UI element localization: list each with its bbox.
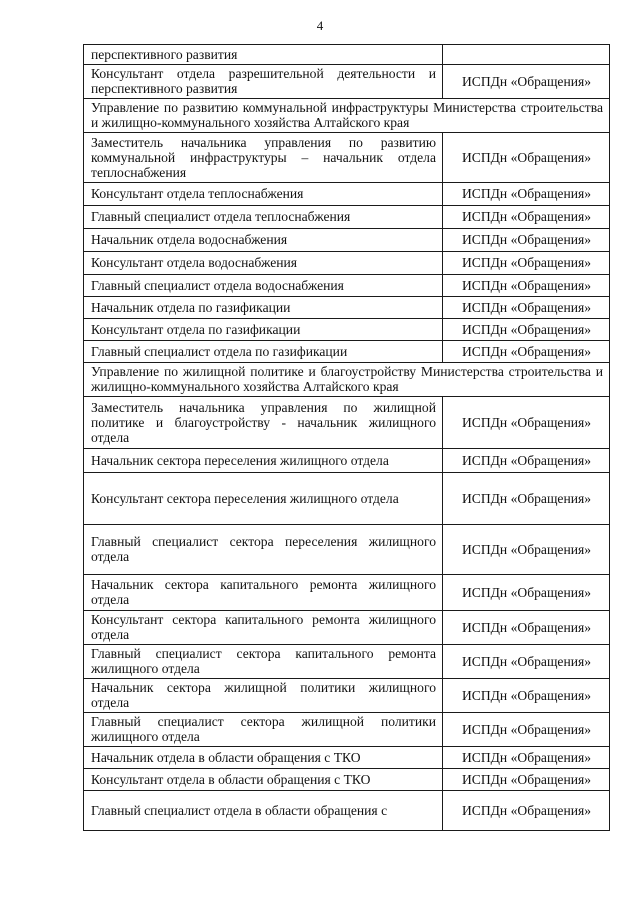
- position-cell: Консультант отдела водоснабжения: [84, 252, 443, 275]
- system-cell: ИСПДн «Обращения»: [443, 297, 610, 319]
- position-cell: Консультант отдела в области обращения с ТКО: [84, 769, 443, 791]
- position-cell: Главный специалист сектора капитального ремонта жилищного отдела: [84, 645, 443, 679]
- position-cell: Главный специалист сектора жилищной политики жилищного отдела: [84, 713, 443, 747]
- system-cell: ИСПДн «Обращения»: [443, 747, 610, 769]
- table-row: [84, 575, 610, 611]
- position-cell: Консультант отдела по газификации: [84, 319, 443, 341]
- table-row: [84, 133, 610, 183]
- table-row: [84, 473, 610, 525]
- system-cell: ИСПДн «Обращения»: [443, 791, 610, 831]
- position-cell: Главный специалист отдела водоснабжения: [84, 275, 443, 297]
- system-cell: ИСПДн «Обращения»: [443, 252, 610, 275]
- table-row: [84, 319, 610, 341]
- position-cell: Заместитель начальника управления по жилищной политике и благоустройству - начальник жилищного отдела: [84, 397, 443, 449]
- table-row: [84, 713, 610, 747]
- position-cell: Начальник сектора переселения жилищного отдела: [84, 449, 443, 473]
- table-row: [84, 229, 610, 252]
- position-cell: Главный специалист отдела по газификации: [84, 341, 443, 363]
- section-title: Управление по жилищной политике и благоустройству Министерства строительства и жилищно-коммунального хозяйства Алтайского края: [84, 363, 610, 397]
- system-cell: ИСПДн «Обращения»: [443, 341, 610, 363]
- table-row: [84, 679, 610, 713]
- page-number: 4: [316, 18, 324, 33]
- system-cell: ИСПДн «Обращения»: [443, 319, 610, 341]
- position-cell: Начальник отдела в области обращения с ТКО: [84, 747, 443, 769]
- position-cell: Консультант отдела теплоснабжения: [84, 183, 443, 206]
- system-cell: ИСПДн «Обращения»: [443, 473, 610, 525]
- table-row: [84, 791, 610, 831]
- system-cell: ИСПДн «Обращения»: [443, 769, 610, 791]
- system-cell: [443, 45, 610, 65]
- position-cell: Начальник отдела водоснабжения: [84, 229, 443, 252]
- table-row: [84, 341, 610, 363]
- position-cell: Главный специалист отдела в области обращения с: [84, 791, 443, 831]
- system-cell: ИСПДн «Обращения»: [443, 449, 610, 473]
- section-row: [84, 99, 610, 133]
- table-row: [84, 297, 610, 319]
- positions-table: [83, 44, 610, 831]
- system-cell: ИСПДн «Обращения»: [443, 133, 610, 183]
- position-cell: Консультант сектора переселения жилищного отдела: [84, 473, 443, 525]
- system-cell: ИСПДн «Обращения»: [443, 65, 610, 99]
- position-cell: Консультант отдела разрешительной деятельности и перспективного развития: [84, 65, 443, 99]
- system-cell: ИСПДн «Обращения»: [443, 397, 610, 449]
- system-cell: ИСПДн «Обращения»: [443, 275, 610, 297]
- table-row: [84, 397, 610, 449]
- table-row: [84, 206, 610, 229]
- section-title: Управление по развитию коммунальной инфраструктуры Министерства строительства и жилищно-коммунального хозяйства Алтайского края: [84, 99, 610, 133]
- table-row: [84, 45, 610, 65]
- table-row: [84, 747, 610, 769]
- system-cell: ИСПДн «Обращения»: [443, 183, 610, 206]
- position-cell: Главный специалист отдела теплоснабжения: [84, 206, 443, 229]
- table-row: [84, 769, 610, 791]
- position-cell: Начальник сектора жилищной политики жилищного отдела: [84, 679, 443, 713]
- system-cell: ИСПДн «Обращения»: [443, 645, 610, 679]
- section-row: [84, 363, 610, 397]
- table-row: [84, 525, 610, 575]
- table-row: [84, 275, 610, 297]
- table-row: [84, 183, 610, 206]
- table-row: [84, 252, 610, 275]
- table-row: [84, 611, 610, 645]
- position-cell: Консультант сектора капитального ремонта жилищного отдела: [84, 611, 443, 645]
- system-cell: ИСПДн «Обращения»: [443, 611, 610, 645]
- position-cell: перспективного развития: [84, 45, 443, 65]
- system-cell: ИСПДн «Обращения»: [443, 229, 610, 252]
- position-cell: Заместитель начальника управления по развитию коммунальной инфраструктуры – начальник отдела теплоснабжения: [84, 133, 443, 183]
- system-cell: ИСПДн «Обращения»: [443, 713, 610, 747]
- table-row: [84, 645, 610, 679]
- system-cell: ИСПДн «Обращения»: [443, 575, 610, 611]
- table-row: [84, 449, 610, 473]
- system-cell: ИСПДн «Обращения»: [443, 525, 610, 575]
- system-cell: ИСПДн «Обращения»: [443, 679, 610, 713]
- position-cell: Начальник сектора капитального ремонта жилищного отдела: [84, 575, 443, 611]
- table-row: [84, 65, 610, 99]
- system-cell: ИСПДн «Обращения»: [443, 206, 610, 229]
- position-cell: Начальник отдела по газификации: [84, 297, 443, 319]
- position-cell: Главный специалист сектора переселения жилищного отдела: [84, 525, 443, 575]
